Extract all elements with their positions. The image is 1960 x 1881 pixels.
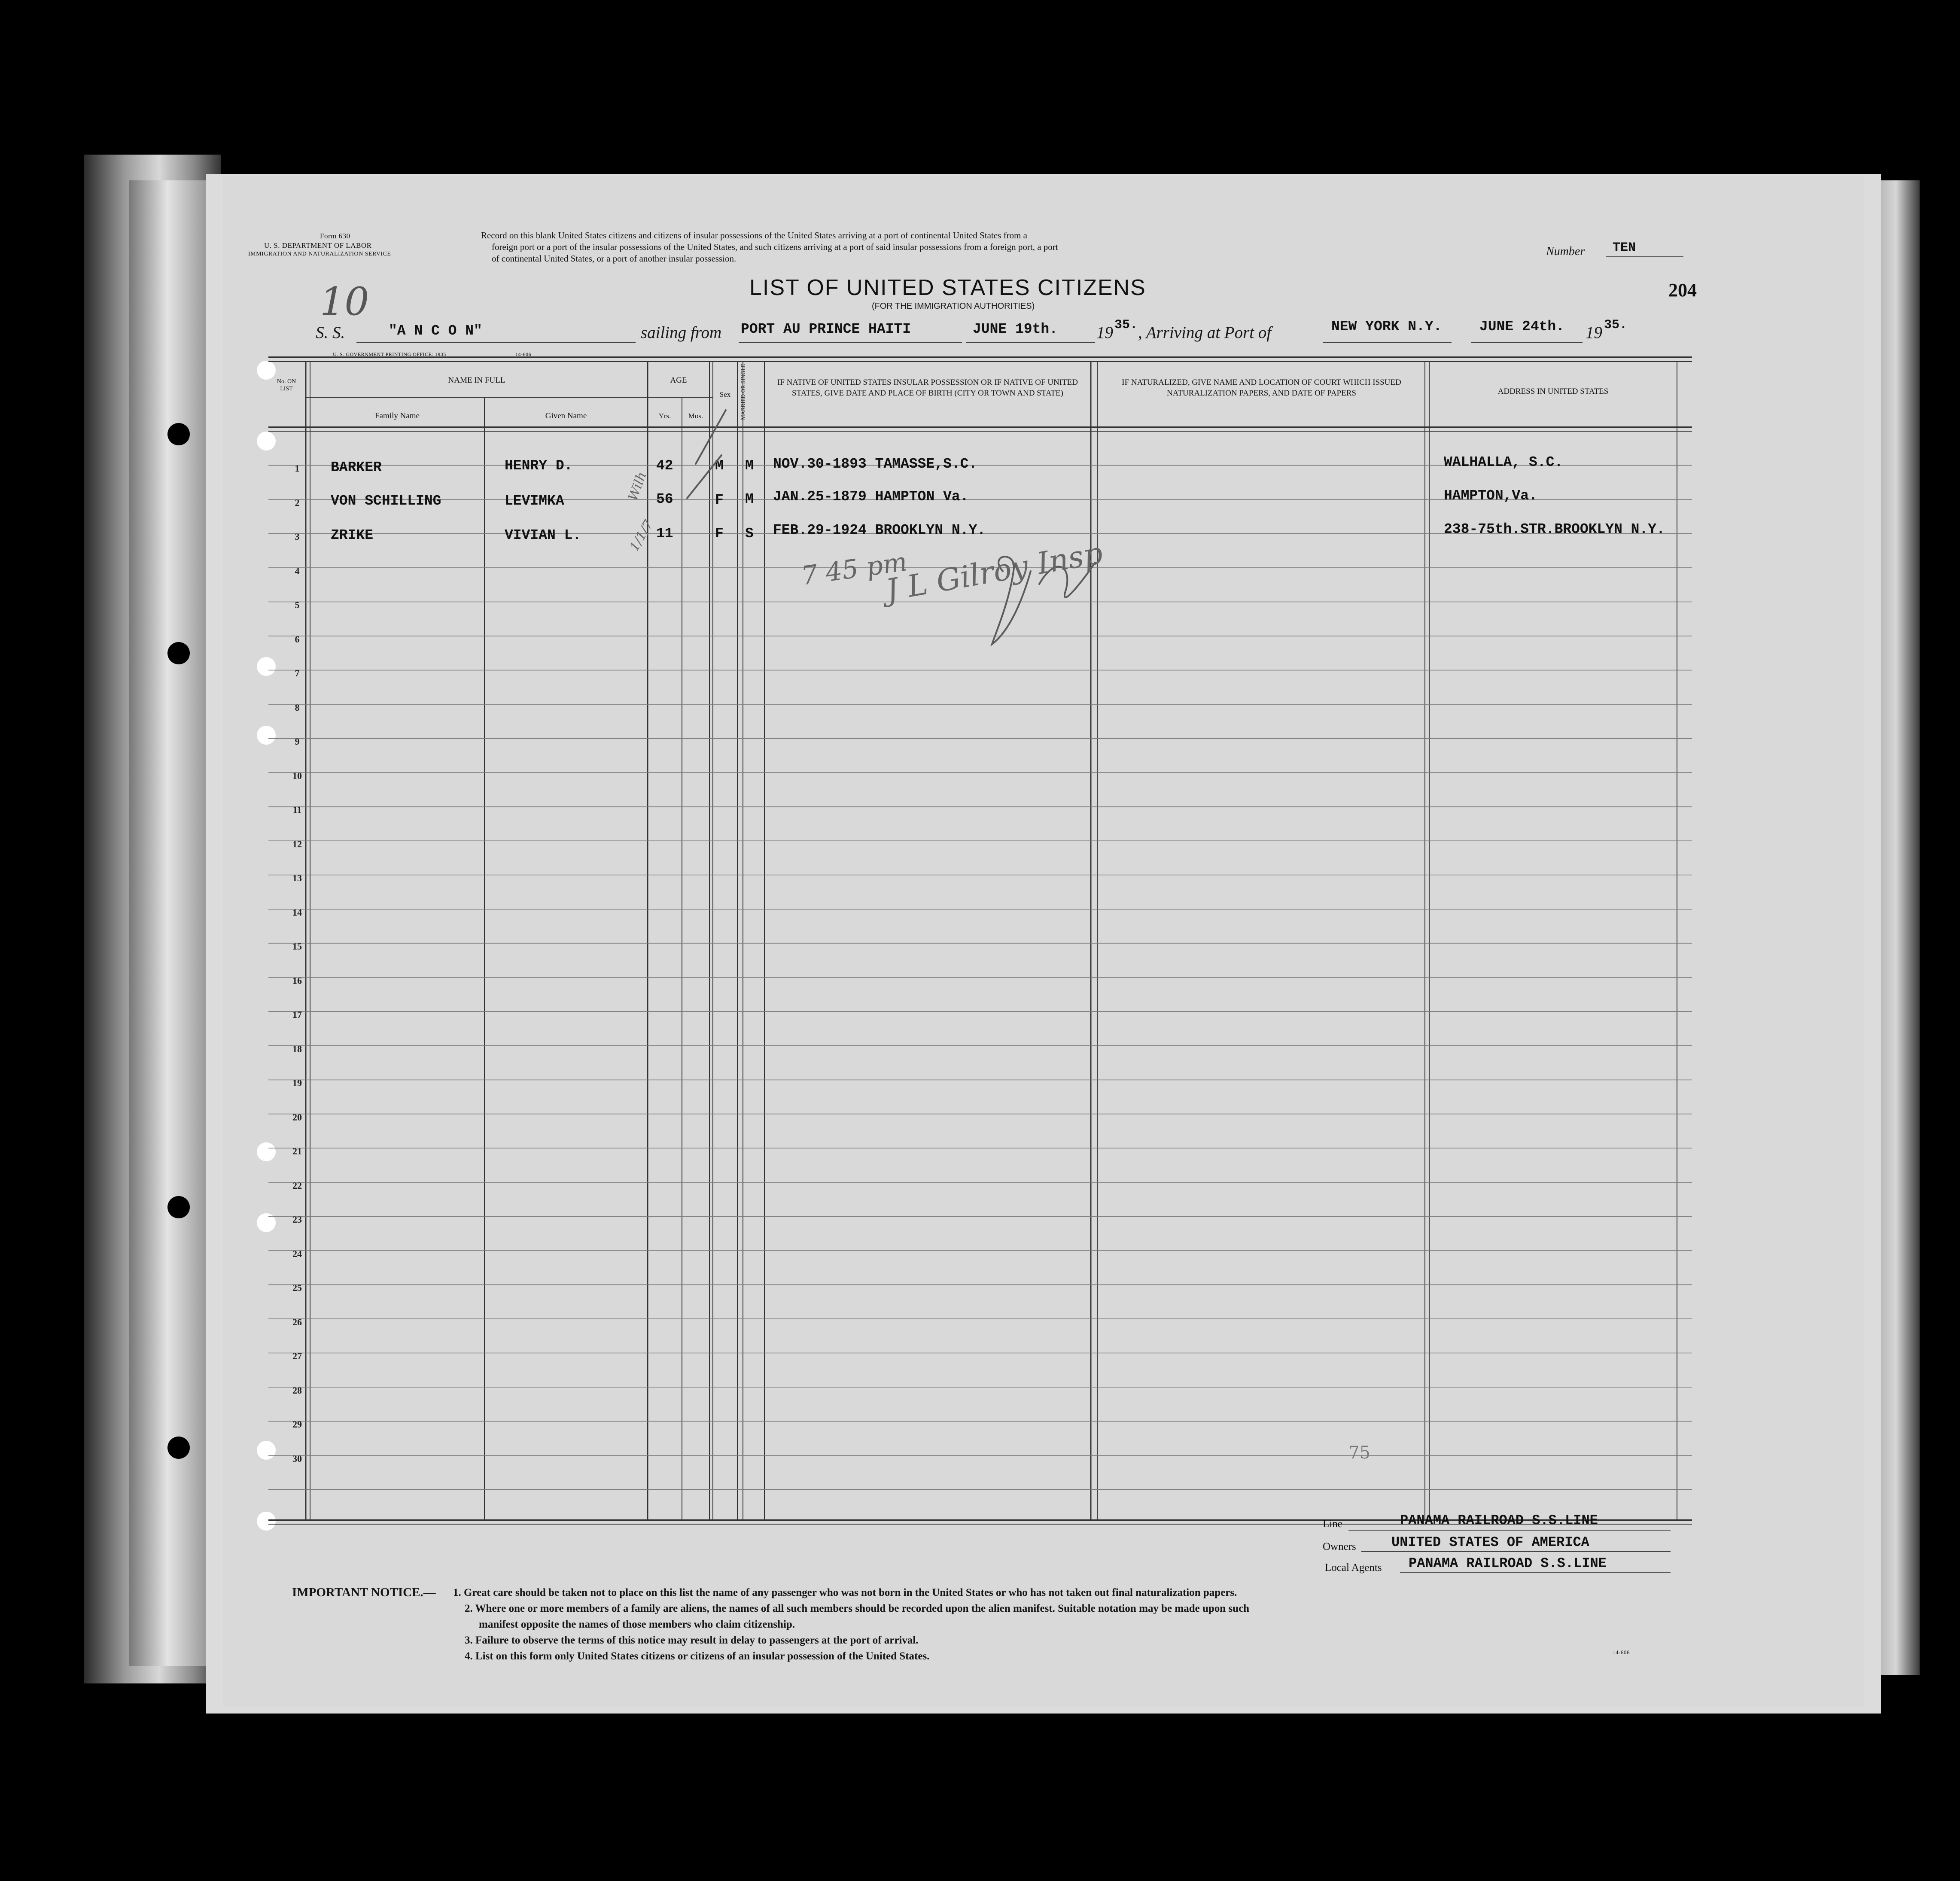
owners-value: UNITED STATES OF AMERICA xyxy=(1391,1534,1589,1550)
tally-number: 75 xyxy=(1348,1443,1370,1463)
form-code: 14-606 xyxy=(1613,1649,1630,1656)
instruction-line-1: Record on this blank United States citizens and citizens of insular possessions of the United States arriving at a port of continental United States from a xyxy=(481,230,1027,240)
instruction-line-2: foreign port or a port of the insular possessions of the United States, and such citizens arriving at a port of said insular possessions from a foreign port, a port xyxy=(492,242,1058,252)
row-number: 30 xyxy=(292,1453,302,1464)
col-no-on-list: No. ON LIST xyxy=(277,378,296,392)
row-number: 9 xyxy=(295,736,300,747)
agents-value: PANAMA RAILROAD S.S.LINE xyxy=(1409,1555,1607,1571)
row-number: 23 xyxy=(292,1214,302,1225)
sailing-label: sailing from xyxy=(641,323,722,342)
page-subtitle: (FOR THE IMMIGRATION AUTHORITIES) xyxy=(872,301,1035,311)
age-years: 11 xyxy=(656,526,673,542)
sex: F xyxy=(715,492,724,508)
line-label: Line xyxy=(1323,1518,1342,1530)
col-mos: Mos. xyxy=(688,412,703,420)
margin-note: Wilh xyxy=(625,470,650,503)
birth-date-place: FEB.29-1924 BROOKLYN N.Y. xyxy=(773,522,986,538)
line-underline xyxy=(1348,1530,1671,1531)
printing-code: 14-606 xyxy=(515,351,531,357)
sail-date: JUNE 19th. xyxy=(973,321,1058,337)
birth-date-place: NOV.30-1893 TAMASSE,S.C. xyxy=(773,456,977,472)
row-number: 19 xyxy=(292,1077,302,1088)
row-number: 28 xyxy=(292,1385,302,1396)
sail-year-prefix: 19 xyxy=(1096,323,1113,342)
age-years: 56 xyxy=(656,491,673,507)
notice-item-4: 4. List on this form only United States citizens or citizens of an insular possession of the United States. xyxy=(465,1650,930,1662)
service-name: IMMIGRATION AND NATURALIZATION SERVICE xyxy=(248,251,391,257)
notice-item-3: 3. Failure to observe the terms of this notice may result in delay to passengers at the port of arrival. xyxy=(465,1634,919,1646)
agents-label: Local Agents xyxy=(1325,1562,1382,1574)
department: U. S. DEPARTMENT OF LABOR xyxy=(264,241,372,250)
row-number: 6 xyxy=(295,633,300,645)
owners-label: Owners xyxy=(1323,1541,1356,1552)
row-number: 21 xyxy=(292,1146,302,1157)
row-number: 18 xyxy=(292,1043,302,1054)
row-number: 1 xyxy=(295,463,300,474)
col-sex: Sex xyxy=(719,390,731,399)
family-name: BARKER xyxy=(331,460,382,475)
inspector-signature: J L Gilroy Insp xyxy=(883,535,1105,608)
col-yrs: Yrs. xyxy=(658,412,671,420)
margin-note: 1/1/7 xyxy=(627,517,657,554)
row-number: 2 xyxy=(295,497,300,508)
row-number: 20 xyxy=(292,1111,302,1123)
us-address: WALHALLA, S.C. xyxy=(1444,454,1563,470)
page-number: 204 xyxy=(1668,280,1697,301)
notice-item-1: 1. Great care should be taken not to place on this list the name of any passenger who was not born in the United States or who has not taken out final naturalization papers. xyxy=(453,1587,1237,1598)
col-age: AGE xyxy=(670,376,687,385)
instruction-line-3: of continental United States, or a port of another insular possession. xyxy=(492,253,737,264)
row-number: 15 xyxy=(292,941,302,952)
col-naturalized: IF NATURALIZED, GIVE NAME AND LOCATION OF COURT WHICH ISSUED NATURALIZATION PAPERS, AND DATE OF PAPERS xyxy=(1122,378,1401,398)
given-name: VIVIAN L. xyxy=(505,527,581,543)
row-number: 11 xyxy=(292,804,302,815)
arrival-port: NEW YORK N.Y. xyxy=(1331,319,1442,335)
row-number: 16 xyxy=(292,975,302,986)
arrival-year-prefix: 19 xyxy=(1586,323,1602,342)
row-number: 5 xyxy=(295,600,300,610)
arriving-label: , Arriving at Port of xyxy=(1138,323,1272,342)
departure-port: PORT AU PRINCE HAITI xyxy=(741,321,911,337)
number-label: Number xyxy=(1546,245,1585,258)
row-number: 25 xyxy=(292,1282,302,1293)
ss-label: S. S. xyxy=(316,323,345,342)
marital-status: M xyxy=(745,491,754,507)
col-address: ADDRESS IN UNITED STATES xyxy=(1497,387,1609,396)
birth-date-place: JAN.25-1879 HAMPTON Va. xyxy=(773,489,969,505)
arrival-year: 35. xyxy=(1604,318,1628,332)
owners-underline xyxy=(1361,1551,1671,1552)
notice-item-2: 2. Where one or more members of a family are aliens, the names of all such members should be recorded upon the alien manifest. Suitable notation may be made upon such xyxy=(465,1603,1250,1614)
handwritten-mark: 10 xyxy=(320,279,369,324)
row-number: 12 xyxy=(292,838,302,849)
us-address: 238-75th.STR.BROOKLYN N.Y. xyxy=(1444,521,1665,537)
form-number: Form 630 xyxy=(320,232,350,240)
notice-heading: IMPORTANT NOTICE.— xyxy=(292,1586,436,1599)
time-note: 7 45 pm xyxy=(799,547,909,591)
col-name-in-full: NAME IN FULL xyxy=(448,376,505,385)
family-name: VON SCHILLING xyxy=(331,493,441,509)
agents-underline xyxy=(1400,1572,1671,1573)
row-number: 26 xyxy=(292,1316,302,1327)
row-number: 24 xyxy=(292,1248,302,1259)
marital-status: M xyxy=(745,458,754,474)
arrival-date: JUNE 24th. xyxy=(1479,319,1565,335)
row-number: 8 xyxy=(295,702,300,713)
line-value: PANAMA RAILROAD S.S.LINE xyxy=(1400,1513,1598,1528)
sail-year: 35. xyxy=(1114,318,1138,332)
row-number: 10 xyxy=(292,770,302,781)
row-number: 3 xyxy=(295,531,300,542)
row-number: 27 xyxy=(292,1351,302,1361)
row-number: 22 xyxy=(292,1180,302,1191)
row-number: 17 xyxy=(292,1009,302,1020)
marital-status: S xyxy=(745,526,754,542)
page-title: LIST OF UNITED STATES CITIZENS xyxy=(749,275,1146,300)
us-address: HAMPTON,Va. xyxy=(1444,488,1537,504)
row-number: 14 xyxy=(292,907,302,918)
sex: M xyxy=(715,458,724,474)
col-married-single: MARRIED OR SINGLE xyxy=(740,364,746,420)
ship-name: "A N C O N" xyxy=(389,323,482,339)
row-number: 29 xyxy=(292,1419,302,1430)
row-number: 4 xyxy=(295,565,300,576)
printing-office: U. S. GOVERNMENT PRINTING OFFICE: 1935 xyxy=(333,351,446,357)
row-number: 13 xyxy=(292,873,302,883)
col-birth: IF NATIVE OF UNITED STATES INSULAR POSSESSION OR IF NATIVE OF UNITED STATES, GIVE DATE AND PLACE OF BIRTH (CITY OR TOWN AND STATE) xyxy=(777,378,1078,398)
given-name: HENRY D. xyxy=(505,458,573,474)
sex: F xyxy=(715,526,724,542)
family-name: ZRIKE xyxy=(331,527,374,543)
row-number: 7 xyxy=(295,668,300,679)
col-given-name: Given Name xyxy=(545,411,587,420)
notice-item-2-cont: manifest opposite the names of those members who claim citizenship. xyxy=(479,1619,795,1630)
col-family-name: Family Name xyxy=(375,411,420,420)
given-name: LEVIMKA xyxy=(505,493,564,509)
age-years: 42 xyxy=(656,458,673,474)
number-value: TEN xyxy=(1613,240,1636,255)
